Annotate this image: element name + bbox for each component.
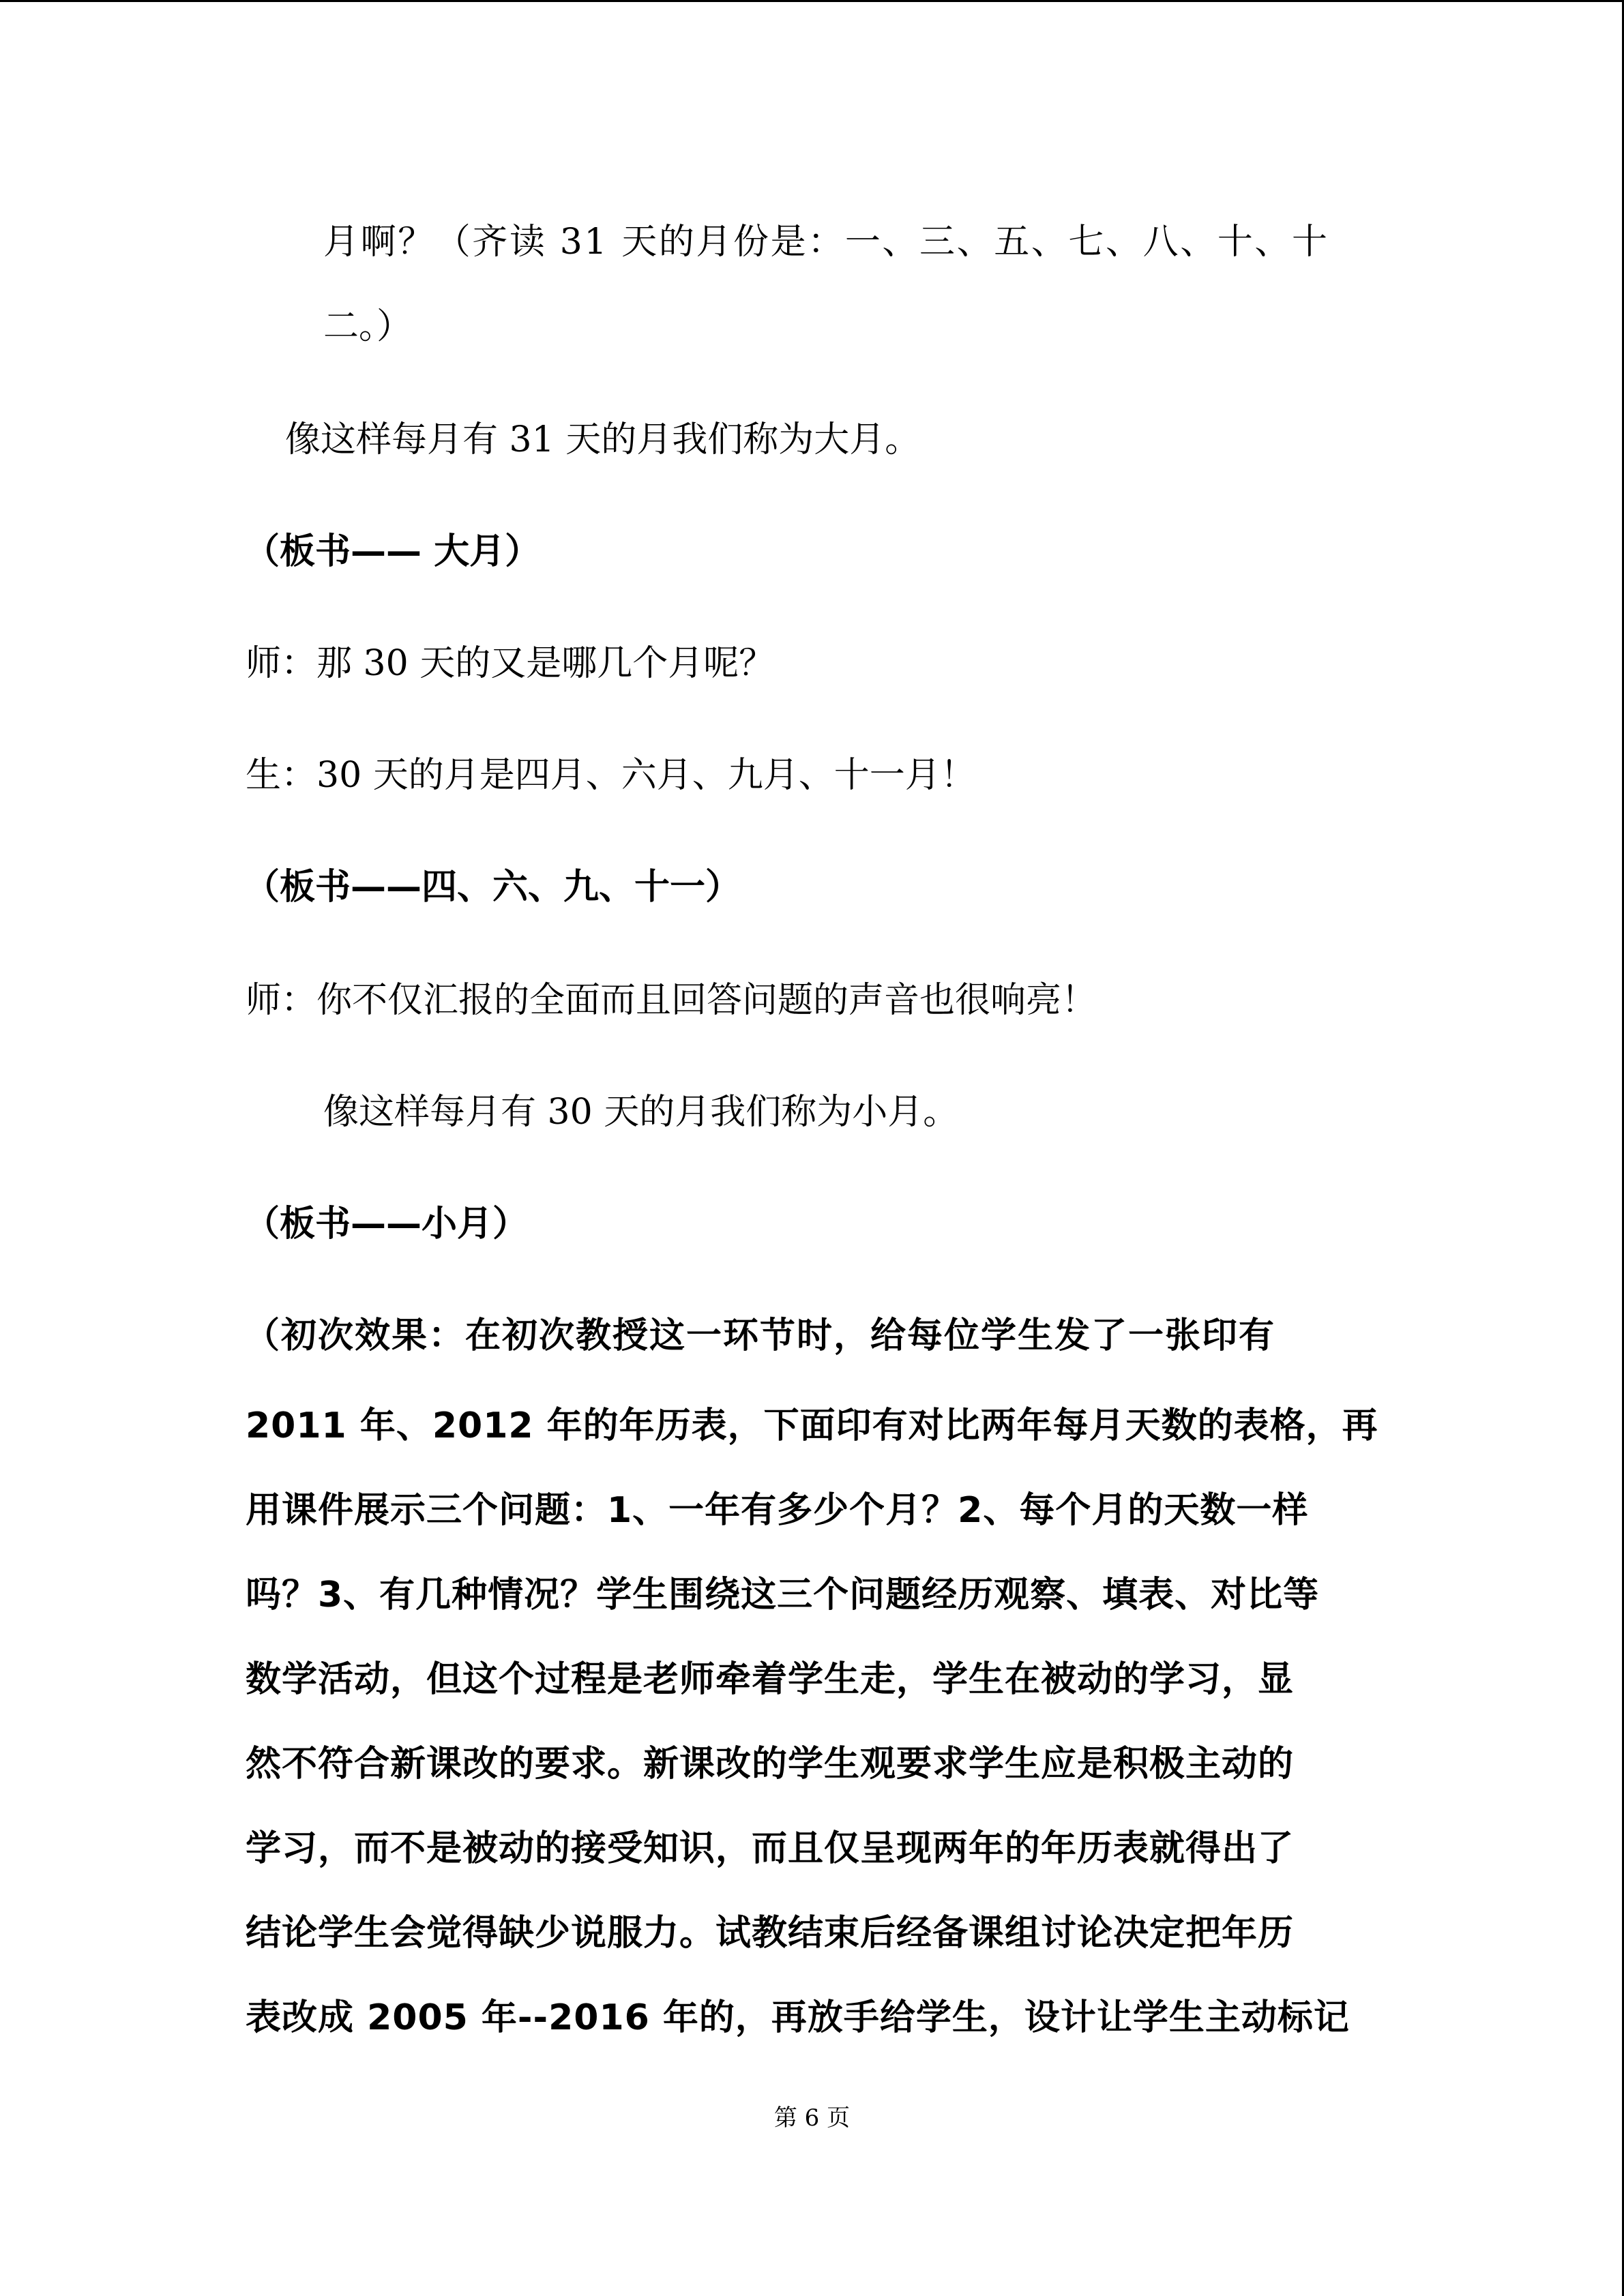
text-line: 像这样每月有 31 天的月我们称为大月。: [285, 419, 921, 460]
board-note: （板书——四、六、九、十一）: [244, 867, 741, 908]
board-note: （板书——小月）: [244, 1204, 529, 1244]
paragraph-line: 然不符合新课改的要求。新课改的学生观要求学生应是积极主动的: [246, 1744, 1295, 1785]
paragraph-line: 用课件展示三个问题：1、一年有多少个月？2、每个月的天数一样: [246, 1490, 1309, 1531]
paragraph-line: 结论学生会觉得缺少说服力。试教结束后经备课组讨论决定把年历: [246, 1913, 1295, 1954]
paragraph-line: 2011 年、2012 年的年历表，下面印有对比两年每月天数的表格，再: [246, 1405, 1378, 1446]
text-line: 生：30 天的月是四月、六月、九月、十一月！: [246, 755, 976, 796]
paragraph-line: 吗？3、有几种情况？学生围绕这三个问题经历观察、填表、对比等: [246, 1575, 1320, 1615]
paragraph-line: 数学活动，但这个过程是老师牵着学生走，学生在被动的学习，显: [246, 1659, 1295, 1700]
paragraph-line: 学习，而不是被动的接受知识，而且仅呈现两年的年历表就得出了: [246, 1828, 1295, 1869]
text-line: 师：那 30 天的又是哪几个月呢？: [246, 643, 775, 684]
text-line: 像这样每月有 30 天的月我们称为小月。: [323, 1092, 959, 1133]
text-line: 师：你不仅汇报的全面而且回答问题的声音也很响亮！: [246, 980, 1097, 1021]
paragraph-line: （初次效果：在初次教授这一环节时，给每位学生发了一张印有: [244, 1315, 1276, 1356]
text-line: 二。）: [323, 306, 413, 347]
page-number: 第 6 页: [773, 2104, 851, 2132]
paragraph-line: 表改成 2005 年--2016 年的，再放手给学生，设计让学生主动标记: [246, 1997, 1350, 2038]
text-line: 月啊？（齐读 31 天的月份是：一、三、五、七、八、十、十: [323, 222, 1329, 263]
board-note: （板书—— 大月）: [244, 531, 541, 572]
